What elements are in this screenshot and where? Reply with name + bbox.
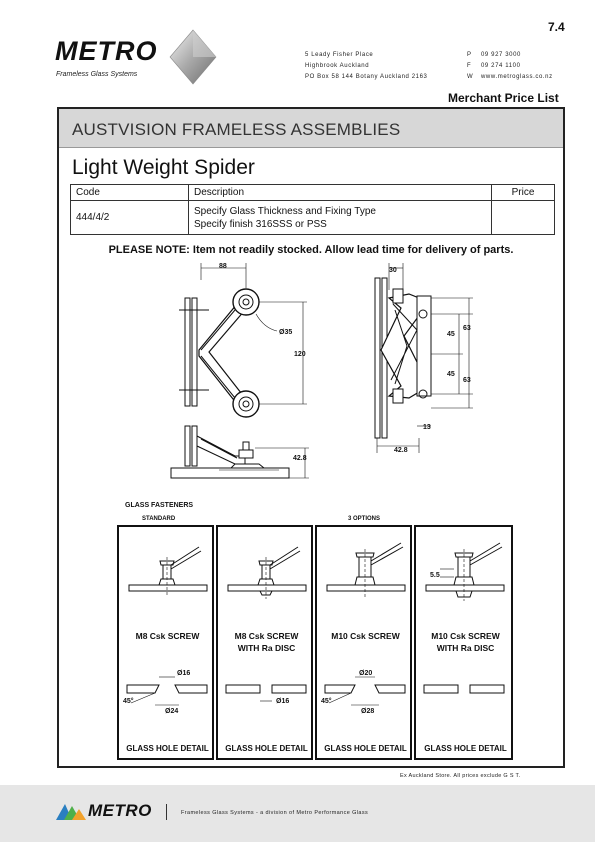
description-line: Specify finish 316SSS or PSS [194, 218, 327, 230]
fastener-label-line2: WITH Ra DISC [237, 643, 296, 653]
logo-word: METRO [55, 36, 158, 66]
fastener-label-line1: M10 Csk SCREW [331, 631, 400, 641]
dim-bottom: Ø16 [276, 698, 290, 705]
description-line: Specify Glass Thickness and Fixing Type [194, 205, 376, 217]
hole-detail-label: GLASS HOLE DETAIL [225, 744, 308, 753]
contact-fax: F 09 274 1100 [467, 63, 521, 69]
dim-front-hole: Ø35 [279, 329, 293, 336]
footer-divider [166, 804, 167, 820]
dim-side-a: 45 [447, 331, 455, 338]
footer-logo-word: METRO [88, 801, 152, 820]
hole-detail-label: GLASS HOLE DETAIL [324, 744, 407, 753]
options-label: 3 OPTIONS [348, 516, 381, 522]
col-description: Description [189, 185, 492, 201]
hole-detail-drawing [119, 665, 212, 725]
address-block [305, 50, 427, 83]
fastener-option-4 [414, 525, 513, 760]
diamond-logo-icon [168, 28, 218, 86]
contact-phone: P 09 927 3000 [467, 52, 521, 58]
fastener-option-3 [315, 525, 412, 760]
dim-side-f: 42.8 [394, 447, 408, 454]
dim-front-width: 88 [219, 263, 227, 270]
contact-web: W www.metroglass.co.nz [467, 74, 553, 80]
contact-block [467, 50, 553, 83]
dim-angle: 45° [123, 698, 134, 705]
fastener-option-1 [117, 525, 214, 760]
hole-detail-drawing [317, 665, 410, 725]
col-price: Price [492, 185, 555, 201]
col-code: Code [71, 185, 189, 201]
fastener-label-line1: M10 Csk SCREW [431, 631, 500, 641]
section-title: AUSTVISION FRAMELESS ASSEMBLIES [72, 120, 401, 139]
fastener-label-line1: M8 Csk SCREW [135, 631, 200, 641]
dim-side-e: 13 [423, 424, 431, 431]
hole-detail-label: GLASS HOLE DETAIL [424, 744, 507, 753]
dim-side: 5.5 [430, 572, 440, 579]
fastener-drawing [416, 527, 511, 617]
cell-description [189, 201, 492, 235]
address-line: Highbrook Auckland [305, 63, 370, 69]
dim-angle: 45° [321, 698, 332, 705]
table-row [71, 201, 555, 235]
dim-lower-depth: 42.8 [293, 455, 307, 462]
fastener-drawing [119, 527, 212, 617]
glass-fasteners-title: GLASS FASTENERS [125, 502, 194, 509]
dim-bottom: Ø24 [165, 708, 179, 715]
dim-bottom: Ø28 [361, 708, 375, 715]
dim-side-c: 45 [447, 371, 455, 378]
dim-side-d: 63 [463, 377, 471, 384]
hole-detail-drawing [416, 665, 511, 725]
fastener-label-line1: M8 Csk SCREW [234, 631, 299, 641]
standard-label: STANDARD [142, 516, 176, 522]
fastener-label-line2: WITH Ra DISC [436, 643, 495, 653]
metro-mountain-icon [56, 802, 86, 820]
fastener-drawing [218, 527, 311, 617]
dim-side-b: 63 [463, 325, 471, 332]
spider-technical-drawing [59, 258, 563, 523]
fastener-option-2 [216, 525, 313, 760]
product-title: Light Weight Spider [72, 156, 255, 179]
cell-price [492, 201, 555, 235]
footer-tagline: Frameless Glass Systems - a division of Metro Performance Glass [181, 810, 369, 816]
stock-note: PLEASE NOTE: Item not readily stocked. Allow lead time for delivery of parts. [108, 244, 514, 256]
logo-tagline: Frameless Glass Systems [56, 71, 138, 78]
hole-detail-label: GLASS HOLE DETAIL [126, 744, 209, 753]
address-line: 5 Leady Fisher Place [305, 52, 374, 58]
page-number: 7.4 [548, 20, 565, 34]
footer-price-note: Ex Auckland Store. All prices exclude G S T. [400, 773, 521, 779]
dim-front-height: 120 [294, 351, 306, 358]
dim-top: Ø20 [359, 670, 373, 677]
dim-side-top: 30 [389, 267, 397, 274]
hole-detail-drawing [218, 665, 311, 725]
address-line: PO Box 58 144 Botany Auckland 2163 [305, 74, 428, 80]
price-table [70, 184, 555, 235]
table-header-row [71, 185, 555, 201]
dim-top: Ø16 [177, 670, 191, 677]
merchant-price-list-label: Merchant Price List [448, 91, 559, 105]
fastener-drawing [317, 527, 410, 617]
cell-code: 444/4/2 [71, 201, 189, 235]
